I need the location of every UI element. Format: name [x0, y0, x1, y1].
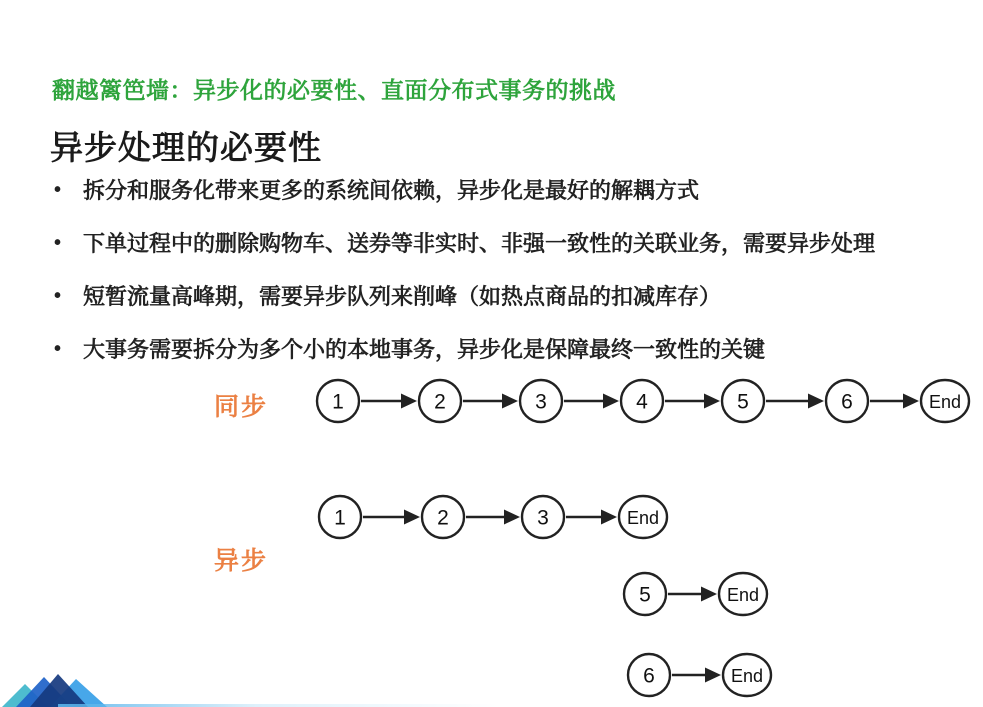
- bullet-item: • 大事务需要拆分为多个小的本地事务，异步化是保障最终一致性的关键: [52, 338, 952, 361]
- flow-arrowhead-icon: [701, 587, 717, 602]
- flow-node-label: End: [726, 585, 760, 605]
- async-label: 异步: [214, 547, 269, 575]
- bullet-item: • 拆分和服务化带来更多的系统间依赖，异步化是最好的解耦方式: [52, 179, 952, 202]
- flow-node-label: 2: [437, 506, 449, 530]
- flow-node-label: 3: [535, 390, 547, 414]
- flow-arrowhead-icon: [401, 394, 417, 409]
- slide-title: 翻越篱笆墙：异步化的必要性、直面分布式事务的挑战: [52, 77, 616, 103]
- mountain-logo: [0, 667, 130, 707]
- async-flow-1: [319, 496, 667, 538]
- flow-node-label: 5: [737, 390, 749, 414]
- async-flow-2: [624, 573, 767, 615]
- async-flow-3: [628, 654, 771, 696]
- flow-arrowhead-icon: [704, 394, 720, 409]
- flow-arrowhead-icon: [404, 510, 420, 525]
- flow-arrowhead-icon: [502, 394, 518, 409]
- flow-node-label: 6: [841, 390, 853, 414]
- page-title: 异步处理的必要性: [50, 129, 322, 166]
- flow-node-label: End: [928, 392, 962, 412]
- flow-node-label: 6: [643, 664, 655, 688]
- flow-arrowhead-icon: [903, 394, 919, 409]
- flow-arrowhead-icon: [601, 510, 617, 525]
- flow-node-label: 2: [434, 390, 446, 414]
- flow-arrowhead-icon: [603, 394, 619, 409]
- bullet-item: • 下单过程中的删除购物车、送券等非实时、非强一致性的关联业务，需要异步处理: [52, 232, 952, 255]
- flow-node-label: 4: [636, 390, 648, 414]
- flow-node-label: 3: [537, 506, 549, 530]
- flow-node-label: End: [730, 666, 764, 686]
- flow-node-label: 5: [639, 583, 651, 607]
- sync-flow: [317, 380, 969, 422]
- bullet-item: • 短暂流量高峰期，需要异步队列来削峰（如热点商品的扣减库存）: [52, 285, 952, 308]
- flow-node-label: 1: [332, 390, 344, 414]
- flow-arrowhead-icon: [808, 394, 824, 409]
- flow-arrowhead-icon: [504, 510, 520, 525]
- flow-arrowhead-icon: [705, 668, 721, 683]
- flow-node-label: 1: [334, 506, 346, 530]
- sync-label: 同步: [214, 393, 269, 421]
- flow-node-label: End: [626, 508, 660, 528]
